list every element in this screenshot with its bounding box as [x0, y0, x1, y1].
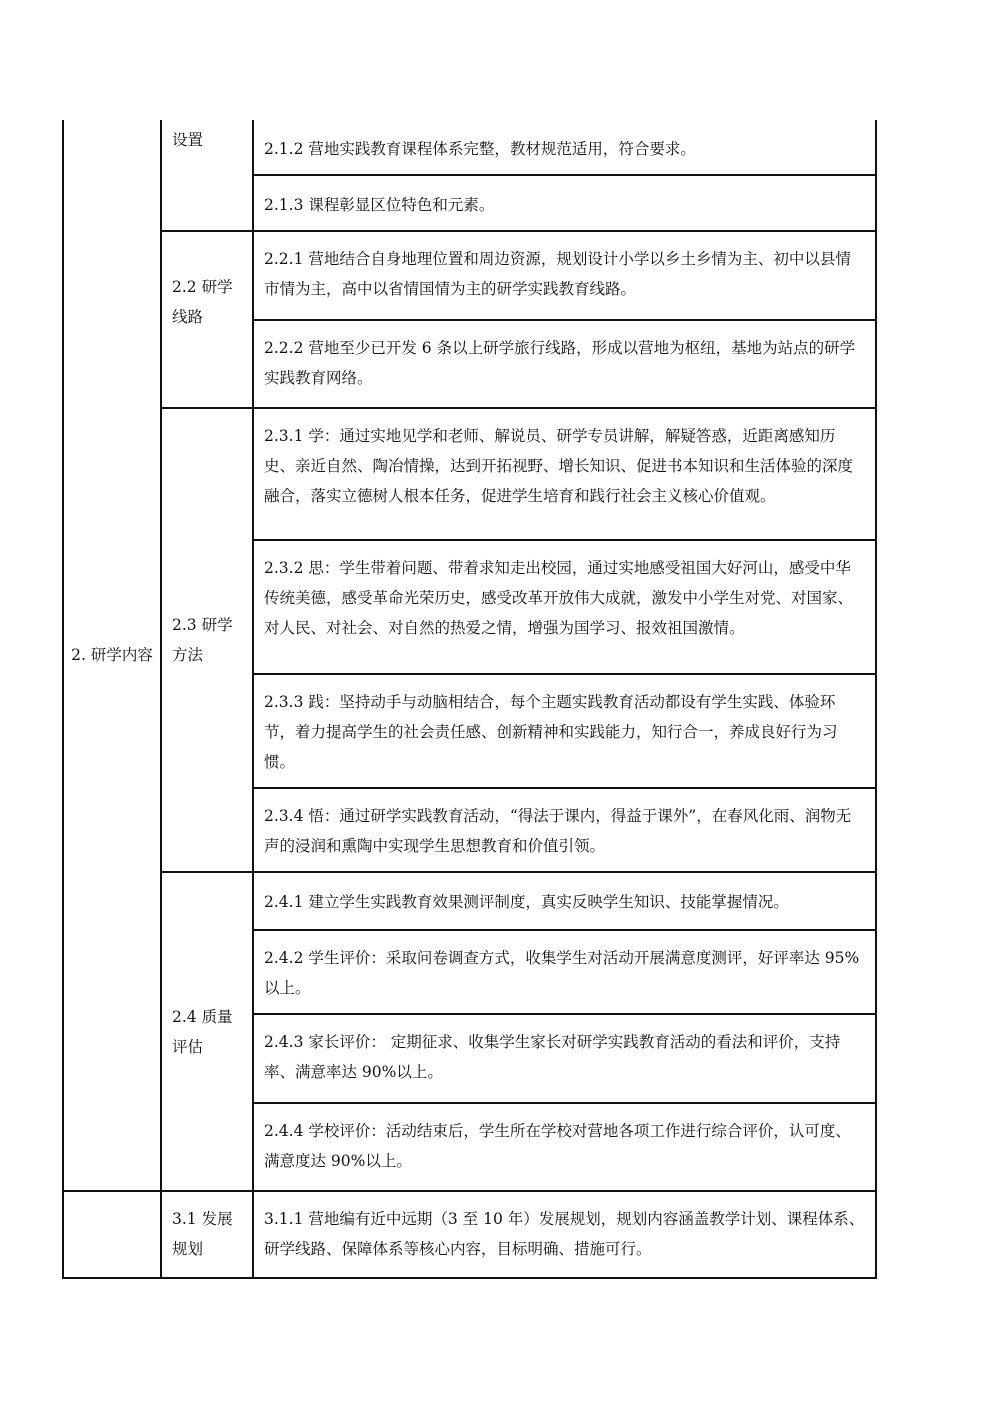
subsection-label-cell	[161, 408, 253, 872]
item-2-2-1: 2.2.1 营地结合自身地理位置和周边资源，规划设计小学以乡土乡情为主、初中以县情市情为主，高中以省情国情为主的研学实践教育线路。	[264, 250, 851, 298]
subsection-2-2-label: 2.2 研学线路	[172, 278, 233, 326]
item-3-1-1: 3.1.1 营地编有近中远期（3 至 10 年）发展规划，规划内容涵盖教学计划、课程体系、研学线路、保障体系等核心内容，目标明确、措施可行。	[264, 1210, 865, 1258]
item-cell	[253, 1103, 876, 1191]
table-row	[63, 120, 876, 175]
item-cell	[253, 930, 876, 1014]
item-cell	[253, 231, 876, 320]
table-row	[63, 231, 876, 320]
item-2-3-2: 2.3.2 思：学生带着问题、带着求知走出校园，通过实地感受祖国大好河山，感受中华传统美德，感受革命光荣历史，感受改革开放伟大成就，激发中小学生对党、对国家、对人民、对社会、对自然的热爱之情，增强为国学习、报效祖国激情。	[264, 559, 854, 637]
evaluation-table	[62, 120, 877, 1279]
item-cell	[253, 540, 876, 674]
item-cell	[253, 872, 876, 930]
item-cell	[253, 408, 876, 540]
subsection-2-1-label: 设置	[172, 131, 204, 149]
item-cell	[253, 120, 876, 175]
item-cell	[253, 674, 876, 788]
item-2-4-2: 2.4.2 学生评价：采取问卷调查方式，收集学生对活动开展满意度测评，好评率达 95%以上。	[264, 949, 860, 997]
item-cell	[253, 1191, 876, 1278]
item-2-2-2: 2.2.2 营地至少已开发 6 条以上研学旅行线路，形成以营地为枢纽，基地为站点的研学实践教育网络。	[264, 339, 856, 387]
subsection-label-cell	[161, 231, 253, 408]
subsection-3-1-label: 3.1 发展规划	[172, 1210, 233, 1258]
item-2-3-3: 2.3.3 践：坚持动手与动脑相结合，每个主题实践教育活动都设有学生实践、体验环节，着力提高学生的社会责任感、创新精神和实践能力，知行合一，养成良好行为习惯。	[264, 693, 838, 771]
section-label-cell	[63, 120, 161, 1191]
item-2-3-4: 2.3.4 悟：通过研学实践教育活动，“得法于课内，得益于课外”，在春风化雨、润物无声的浸润和熏陶中实现学生思想教育和价值引领。	[264, 807, 852, 855]
subsection-2-3-label: 2.3 研学方法	[172, 616, 233, 664]
item-cell	[253, 1014, 876, 1103]
table-row	[63, 408, 876, 540]
subsection-label-cell	[161, 1191, 253, 1278]
item-cell	[253, 175, 876, 231]
subsection-label-cell	[161, 120, 253, 231]
table-row	[63, 1191, 876, 1278]
item-cell	[253, 320, 876, 408]
subsection-label-cell	[161, 872, 253, 1191]
item-2-1-2: 2.1.2 营地实践教育课程体系完整，教材规范适用，符合要求。	[264, 140, 696, 158]
item-2-1-3: 2.1.3 课程彰显区位特色和元素。	[264, 196, 495, 214]
section-2-label: 2. 研学内容	[71, 646, 153, 664]
item-2-4-1: 2.4.1 建立学生实践教育效果测评制度，真实反映学生知识、技能掌握情况。	[264, 893, 789, 911]
subsection-2-4-label: 2.4 质量评估	[172, 1007, 233, 1056]
table-row	[63, 872, 876, 930]
section-label-cell	[63, 1191, 161, 1278]
item-cell	[253, 788, 876, 872]
item-2-4-4: 2.4.4 学校评价：活动结束后，学生所在学校对营地各项工作进行综合评价，认可度、满意度达 90%以上。	[264, 1122, 851, 1170]
item-2-4-3: 2.4.3 家长评价： 定期征求、收集学生家长对研学实践教育活动的看法和评价，支持率、满意率达 90%以上。	[264, 1033, 841, 1081]
item-2-3-1: 2.3.1 学：通过实地见学和老师、解说员、研学专员讲解，解疑答惑，近距离感知历史、亲近自然、陶冶情操，达到开拓视野、增长知识、促进书本知识和生活体验的深度融合，落实立德树人根本任务，促进学生培育和践行社会主义核心价值观。	[264, 427, 854, 505]
